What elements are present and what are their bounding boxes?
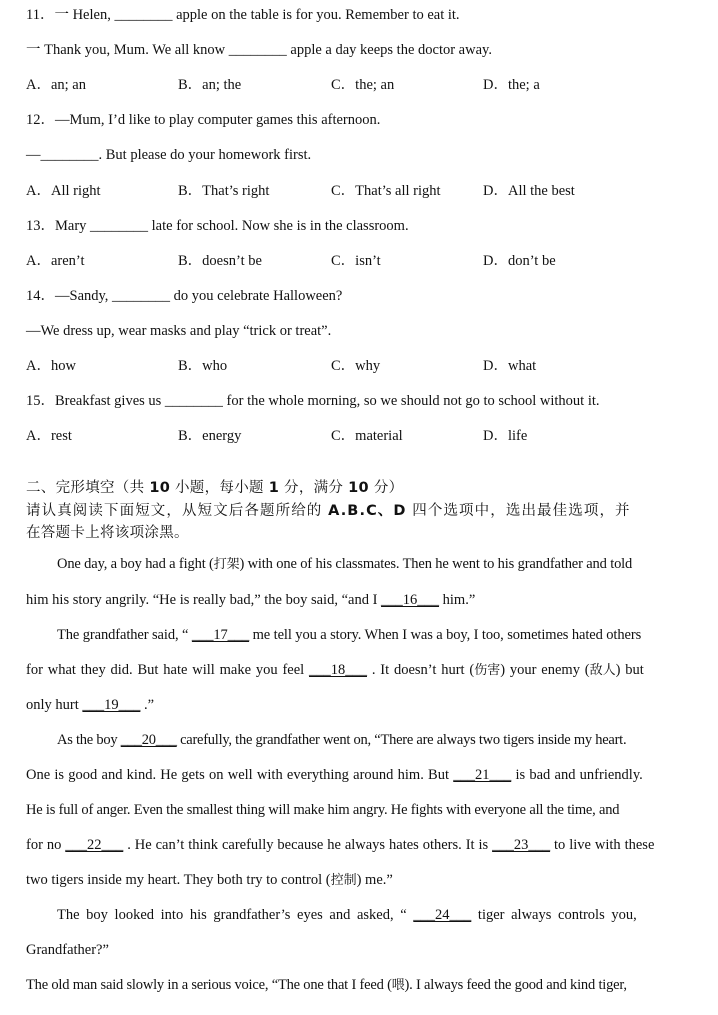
- question-12-line-2: —________. But please do your homework first.: [26, 147, 312, 163]
- option-c: C．why: [331, 358, 381, 374]
- option-d: D．don’t be: [483, 253, 556, 269]
- section-2-instruction-line-2: 在答题卡上将该项涂黑。: [26, 525, 189, 541]
- passage-p4-line-1: [26, 905, 718, 925]
- option-d: D．life: [483, 428, 528, 444]
- section-title-text: 二、完形填空（共: [26, 480, 150, 496]
- option-a: A．aren’t: [26, 253, 85, 269]
- question-14-line-2: —We dress up, wear masks and play “trick or treat”.: [26, 323, 332, 339]
- option-b: B．who: [178, 358, 228, 374]
- chinese-gloss: 喂: [391, 978, 405, 993]
- passage-p3-line-1: [26, 730, 718, 750]
- passage-text: me tell you a story. When I was a boy, I too, sometimes hated others: [249, 627, 642, 643]
- passage-text: him his story angrily. “He is really bad,” the boy said, “and I: [26, 592, 382, 608]
- passage-text: ) but: [615, 662, 644, 678]
- passage-text: ) me.”: [356, 872, 393, 888]
- passage-text: . It doesn’t hurt (: [367, 662, 475, 678]
- passage-text: is bad and unfriendly.: [511, 767, 643, 783]
- question-11-line-2: 一 Thank you, Mum. We all know ________ apple a day keeps the doctor away.: [26, 42, 492, 58]
- blank-23: ___23___: [492, 837, 551, 853]
- chinese-gloss: 打架: [213, 557, 240, 572]
- blank-18: ___18___: [309, 662, 367, 678]
- blank-20: ___20___: [120, 732, 177, 748]
- option-d: D．the; a: [483, 77, 540, 93]
- option-b: B．doesn’t be: [178, 253, 262, 269]
- question-11-options: [26, 75, 706, 95]
- option-c: C．That’s all right: [331, 183, 441, 199]
- blank-16: ___16___: [381, 592, 440, 608]
- passage-text: . He can’t think carefully because he always hates others. It is: [123, 837, 493, 853]
- instruction-text: 四个选项中，选出最佳选项，并: [406, 503, 631, 519]
- blank-17: ___17___: [191, 627, 250, 643]
- passage-text: One is good and kind. He gets on well with everything around him. But: [26, 767, 454, 783]
- option-c: C．the; an: [331, 77, 395, 93]
- option-d: D．what: [483, 358, 537, 374]
- question-15-line-1: 15．Breakfast gives us ________ for the whole morning, so we should not go to school without it.: [26, 393, 600, 409]
- question-13-options: [26, 251, 706, 271]
- passage-text: ) with one of his classmates. Then he went to his grandfather and told: [239, 556, 633, 572]
- passage-text: only hurt: [26, 697, 83, 713]
- option-a: A．how: [26, 358, 76, 374]
- option-a: A．rest: [26, 428, 72, 444]
- question-12-line-1: 12．—Mum, I’d like to play computer games this afternoon.: [26, 112, 381, 128]
- passage-text: to live with these: [550, 837, 655, 853]
- chinese-gloss: 敌人: [589, 663, 616, 678]
- option-c: C．isn’t: [331, 253, 381, 269]
- passage-p1-line-2: [26, 590, 692, 610]
- option-a: A．an; an: [26, 77, 86, 93]
- blank-22: ___22___: [65, 837, 124, 853]
- passage-text: As the boy: [57, 732, 121, 748]
- option-b: B．energy: [178, 428, 242, 444]
- question-14-options: [26, 356, 706, 376]
- passage-text: .”: [140, 697, 155, 713]
- option-d: D．All the best: [483, 183, 575, 199]
- passage-p3-line-3: He is full of anger. Even the smallest thing will make him angry. He fights with everyone all the time, and: [26, 802, 620, 818]
- section-title-text: 分）: [368, 480, 404, 496]
- section-2-title: [26, 478, 403, 498]
- passage-p3-line-2: [26, 765, 692, 785]
- option-a: A．All right: [26, 183, 101, 199]
- passage-text: for what they did. But hate will make you feel: [26, 662, 309, 678]
- passage-p3-line-4: [26, 835, 692, 855]
- passage-text: carefully, the grandfather went on, “There are always two tigers inside my heart.: [176, 732, 627, 748]
- option-c: C．material: [331, 428, 403, 444]
- section-title-text: 分，满分: [279, 480, 349, 496]
- section-title-count: 10: [149, 480, 171, 496]
- chinese-gloss: 控制: [330, 873, 357, 888]
- option-b: B．an; the: [178, 77, 242, 93]
- passage-p2-line-2: [26, 660, 692, 681]
- instruction-options-label: A.B.C、D: [328, 503, 407, 519]
- section-title-total: 10: [348, 480, 369, 496]
- passage-p3-line-5: [26, 870, 692, 891]
- passage-text: ). I always feed the good and kind tiger,: [404, 977, 627, 993]
- passage-text: two tigers inside my heart. They both try to control (: [26, 872, 331, 888]
- passage-p1-line-1: [26, 554, 718, 575]
- instruction-text: 请认真阅读下面短文，从短文后各题所给的: [26, 503, 329, 519]
- section-title-score: 1: [268, 480, 280, 496]
- blank-21: ___21___: [453, 767, 512, 783]
- option-b: B．That’s right: [178, 183, 270, 199]
- passage-p5-line-1: [26, 975, 692, 996]
- passage-text: for no: [26, 837, 66, 853]
- passage-p2-line-3: [26, 695, 692, 715]
- passage-text: ) your enemy (: [500, 662, 590, 678]
- chinese-gloss: 伤害: [474, 663, 501, 678]
- question-12-options: [26, 181, 706, 201]
- passage-text: The grandfather said, “: [57, 627, 192, 643]
- question-11-line-1: 11．一 Helen, ________ apple on the table is for you. Remember to eat it.: [26, 7, 460, 23]
- passage-text: him.”: [439, 592, 476, 608]
- passage-p2-line-1: [26, 625, 718, 645]
- passage-text: The old man said slowly in a serious voice, “The one that I feed (: [26, 977, 392, 993]
- question-14-line-1: 14．—Sandy, ________ do you celebrate Halloween?: [26, 288, 343, 304]
- passage-text: One day, a boy had a fight (: [57, 556, 214, 572]
- blank-19: ___19___: [82, 697, 141, 713]
- passage-p4-line-2: Grandfather?”: [26, 942, 109, 958]
- passage-text: The boy looked into his grandfather’s eyes and asked, “: [57, 907, 414, 923]
- passage-text: tiger always controls you,: [471, 907, 637, 923]
- question-13-line-1: 13．Mary ________ late for school. Now she is in the classroom.: [26, 218, 409, 234]
- section-title-text: 小题，每小题: [170, 480, 269, 496]
- question-15-options: [26, 426, 706, 446]
- blank-24: ___24___: [413, 907, 472, 923]
- section-2-instruction-line-1: [26, 501, 694, 521]
